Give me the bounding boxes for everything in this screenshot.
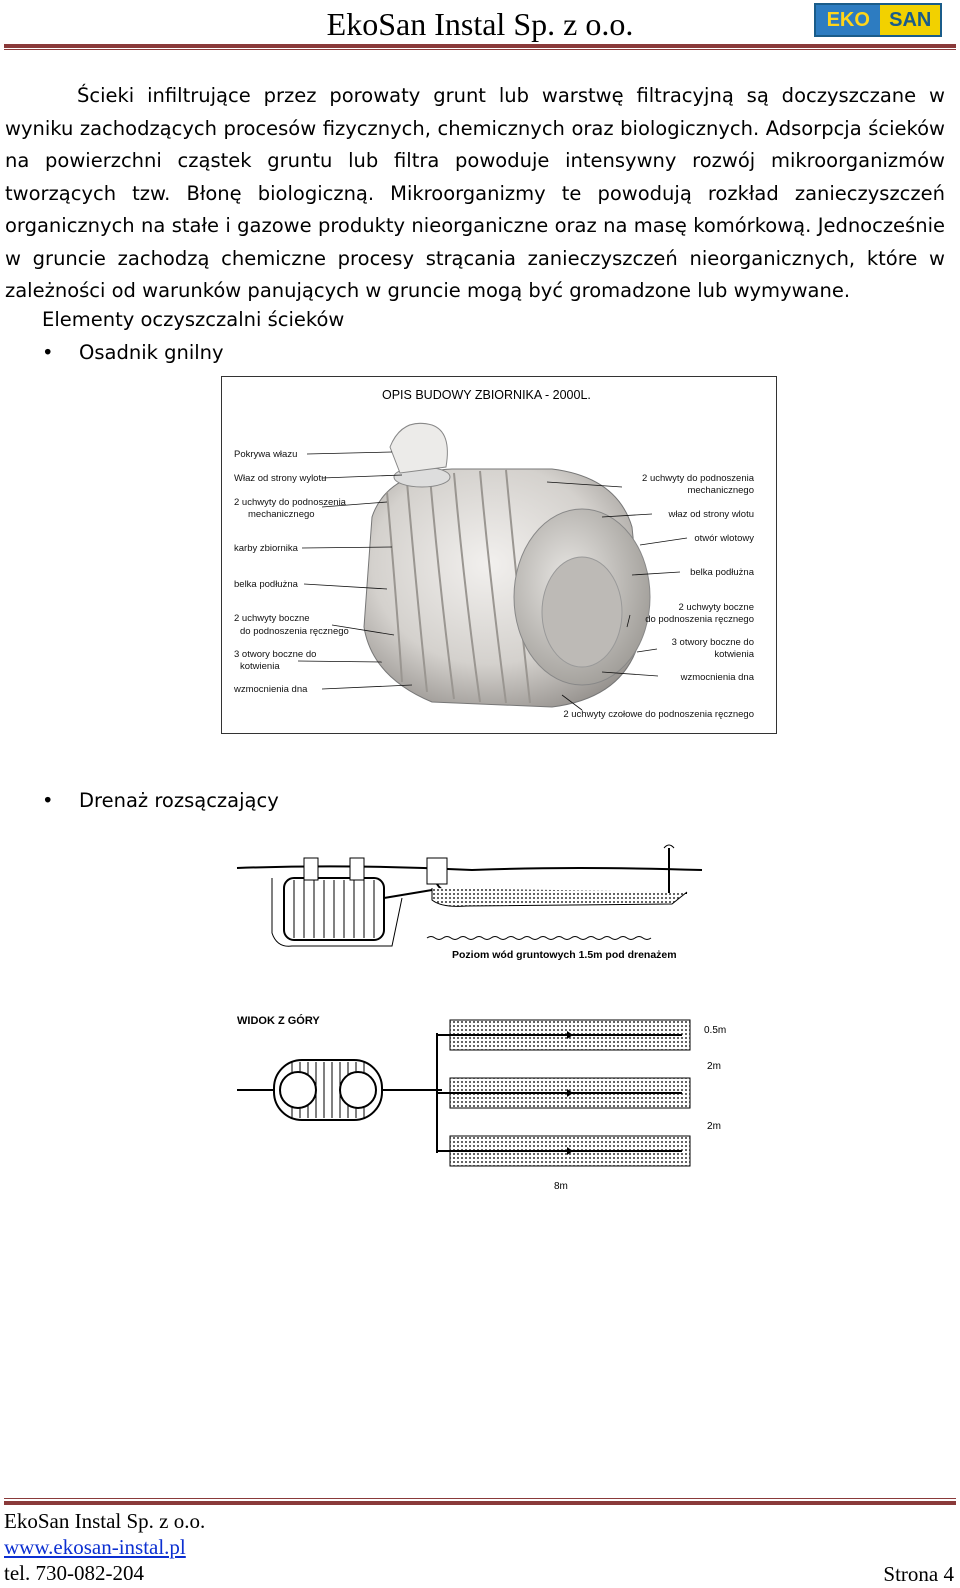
outlet-pipe [384, 890, 432, 898]
drain-bed-side [432, 888, 687, 906]
label-anchor-holes: 3 otwory boczne do [234, 649, 317, 660]
bullet-glyph: • [42, 789, 54, 812]
tank-diagram-title: OPIS BUDOWY ZBIORNIKA - 2000L. [382, 388, 591, 402]
top-tank-hatch-1 [280, 1072, 316, 1108]
dim-2m-b: 2m [707, 1121, 721, 1132]
trench-pipes [437, 1035, 682, 1151]
dim-0-5m: 0.5m [704, 1025, 727, 1036]
label-r-anchor-holes: 3 otwory boczne do [671, 637, 754, 648]
label-side-handles-2: do podnoszenia ręcznego [240, 626, 349, 637]
label-side-handles: 2 uchwyty boczne [234, 613, 310, 624]
label-inlet-hatch: właz od strony wlotu [668, 509, 754, 520]
header-rule-thin [4, 49, 956, 50]
logo-left-text: EKO [816, 5, 880, 35]
elements-heading: Elementy oczyszczalni ścieków [42, 308, 345, 331]
top-view-label: WIDOK Z GÓRY [237, 1015, 320, 1027]
bullet-text: Drenaż rozsączający [79, 789, 279, 812]
label-mech-handles-2: mechanicznego [248, 509, 315, 520]
body-paragraph [5, 80, 945, 308]
footer-website-wrap [4, 1534, 186, 1560]
bullet-glyph: • [42, 341, 54, 364]
label-outlet-hatch: Właz od strony wylotu [234, 473, 327, 484]
label-r-side-handles: 2 uchwyty boczne [678, 602, 754, 613]
footer-rule [4, 1501, 956, 1505]
tank-diagram [221, 376, 777, 734]
drainage-diagram [232, 848, 727, 1208]
page-header-title: EkoSan Instal Sp. z o.o. [326, 6, 634, 42]
label-tank-ribs: karby zbiornika [234, 543, 298, 554]
side-tank-chimney-2 [350, 858, 364, 880]
label-r-beam: belka podłużna [690, 567, 754, 578]
bullet-text: Osadnik gnilny [79, 341, 224, 364]
logo-right-text: SAN [880, 5, 940, 35]
label-longitudinal-beam: belka podłużna [234, 579, 298, 590]
header-rule [4, 44, 956, 48]
ekosan-logo [814, 3, 942, 37]
footer-company: EkoSan Instal Sp. z o.o. [4, 1509, 206, 1533]
footer-phone: tel. 730-082-204 [4, 1561, 144, 1585]
vent-cap [664, 845, 674, 848]
page-number: Strona 4 [883, 1562, 954, 1586]
label-r-anchor-holes-2: kotwienia [714, 649, 754, 660]
label-anchor-holes-2: kotwienia [240, 661, 280, 672]
footer-website-link[interactable]: www.ekosan-instal.pl [4, 1535, 186, 1559]
groundwater-waves [427, 937, 651, 940]
label-front-handles: 2 uchwyty czołowe do podnoszenia ręcznego [563, 709, 754, 720]
hatch-lid [390, 423, 447, 473]
label-inlet-opening: otwór wlotowy [694, 533, 754, 544]
groundwater-label: Poziom wód gruntowych 1.5m pod drenażem [452, 949, 677, 961]
label-r-side-handles-2: do podnoszenia ręcznego [645, 614, 754, 625]
label-bottom-reinforcement: wzmocnienia dna [234, 684, 308, 695]
paragraph-text: Ścieki infiltrujące przez porowaty grunt lub warstwę filtracyjną są doczyszczane w wyniku zachodzących procesów fizycznych, chemicznych oraz biologicznych. Adsorpcja ścieków na powierzchni cząstek gruntu lub filtra powoduje intensywny rozwój mikroorganizmów tworzących tzw. Błonę biologiczną. Mikroorganizmy te powodują rozkład zanieczyszczeń organicznych na stałe i gazowe produkty nieorganiczne oraz na masę komórkową. Jednocześnie w gruncie zachodzą chemiczne procesy strącania zanieczyszczeń nieorganicznych, które w zależności od warunków panujących w gruncie mogą być gromadzone lub wymywane. [5, 84, 945, 302]
label-r-mech-handles: 2 uchwyty do podnoszenia [642, 473, 754, 484]
dim-2m-a: 2m [707, 1061, 721, 1072]
side-tank-chimney-1 [304, 858, 318, 880]
distribution-well [427, 858, 447, 884]
label-mech-handles: 2 uchwyty do podnoszenia [234, 497, 346, 508]
label-r-mech-handles-2: mechanicznego [687, 485, 754, 496]
label-r-reinforcement: wzmocnienia dna [680, 672, 754, 683]
tank-end-boss [542, 557, 622, 667]
top-tank-hatch-2 [340, 1072, 376, 1108]
dim-8m: 8m [554, 1181, 568, 1192]
left-labels [233, 449, 349, 695]
footer-rule-thin [4, 1498, 956, 1499]
label-hatch-cover: Pokrywa włazu [234, 449, 298, 460]
